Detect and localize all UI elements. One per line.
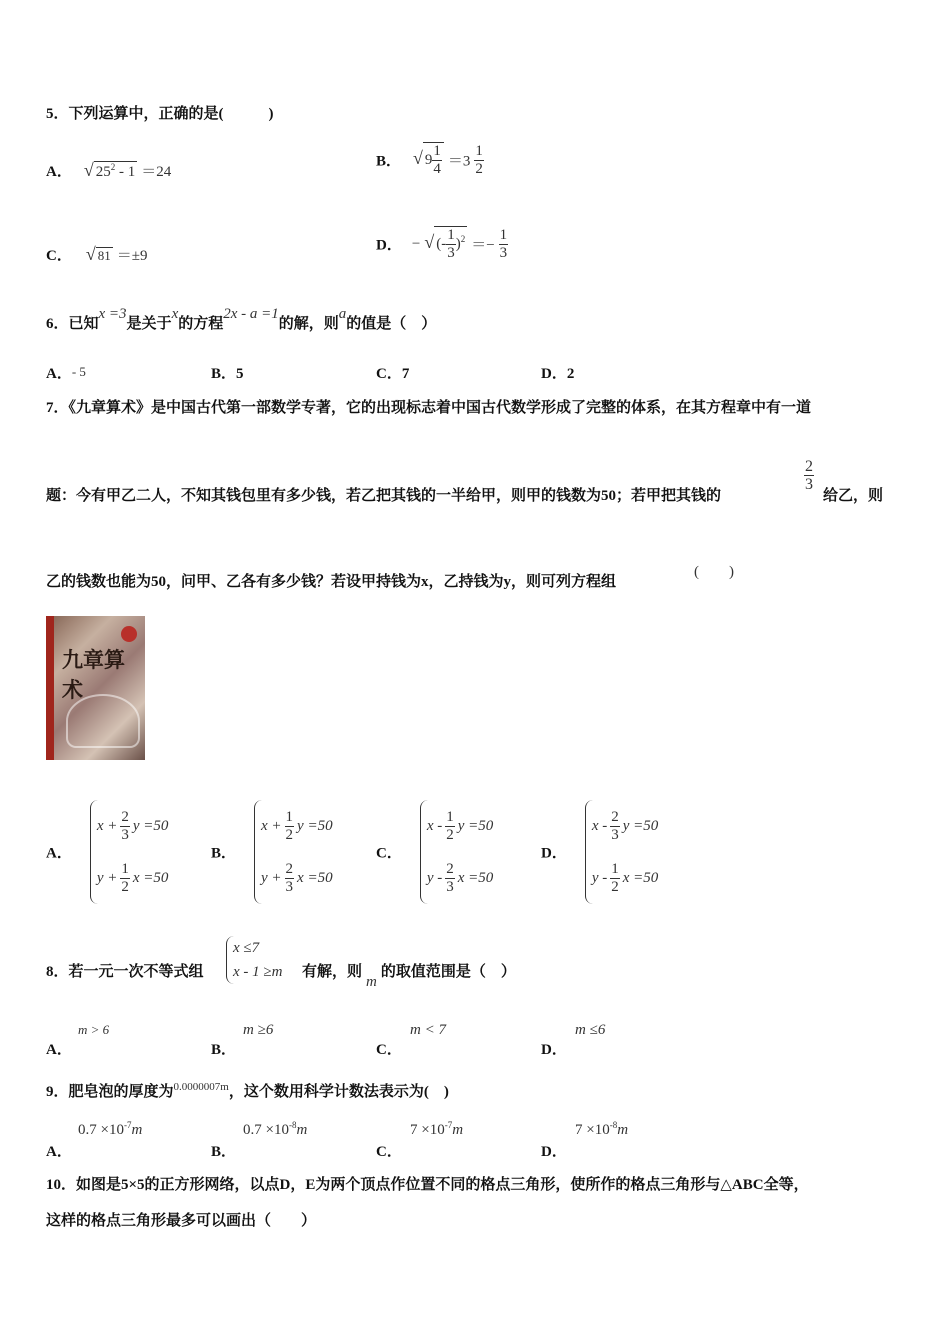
q5-d-close: ) <box>455 235 461 252</box>
q8-p3: 的取值范围是（ ） <box>380 964 516 980</box>
q7-line3: 乙的钱数也能为50，问甲、乙各有多少钱？若设甲持钱为x，乙持钱为y，则可列方程组 <box>46 574 617 590</box>
math-part: y =50 <box>297 818 333 834</box>
q9-option-d <box>541 1114 629 1163</box>
q6-b-value: 5 <box>236 366 244 382</box>
q9-d-label: D． <box>541 1144 567 1160</box>
q8-p1: 8．若一元一次不等式组 <box>46 964 204 980</box>
q9-a-label: A． <box>46 1144 72 1160</box>
q9-option-a <box>46 1114 143 1163</box>
q5-d-label: D． <box>376 237 402 254</box>
math-part: y + <box>261 870 282 886</box>
q8-a-value: m > 6 <box>78 1022 110 1037</box>
math-part: 1 <box>121 861 129 878</box>
q6-p3: 的方程 <box>178 316 224 332</box>
math-part: 2 <box>611 879 619 896</box>
q7-frac-den: 3 <box>805 476 813 493</box>
q7-option-b <box>211 800 333 904</box>
q6-m4: a <box>338 306 347 322</box>
math-part: x =50 <box>297 870 333 886</box>
q6-p1: 6．已知 <box>46 316 99 332</box>
q8-c-value: m < 7 <box>410 1022 446 1038</box>
math-part: y =50 <box>457 818 494 834</box>
q5-option-c: C． √ 81 ＝±9 <box>46 244 148 264</box>
q5-c-radicand: 81 <box>97 248 111 263</box>
math-part: m <box>617 1122 629 1138</box>
math-part: 0.7 ×10 <box>243 1122 289 1138</box>
q8-system <box>226 936 282 984</box>
q9-option-b <box>211 1114 308 1163</box>
math-part: 2 <box>285 827 294 844</box>
math-part: y - <box>426 870 443 886</box>
math-part: x - <box>591 818 608 834</box>
q9-p2: ，这个数用科学计数法表示为( ) <box>228 1084 449 1100</box>
q5-b-rnum: 1 <box>475 142 483 159</box>
q5-b-num: 1 <box>433 143 441 159</box>
q5-d-open: (- <box>436 235 447 252</box>
math-part: 2 <box>121 879 129 896</box>
q9-value: 0.0000007m <box>173 1081 229 1093</box>
math-part: 1 <box>285 809 294 826</box>
q6-p4: 的解，则 <box>278 316 339 332</box>
q6-d-value: 2 <box>566 366 575 382</box>
math-part: x + <box>261 818 282 834</box>
q8-b-label: B． <box>211 1042 237 1058</box>
math-part: x =50 <box>622 870 659 886</box>
q9-option-c <box>376 1114 464 1163</box>
math-part: m <box>452 1122 464 1138</box>
q7-answer-paren: ( ) <box>694 564 734 580</box>
q6-p5: 的值是（ ） <box>346 316 437 332</box>
q5-a-result: ＝24 <box>141 164 172 180</box>
math-part: 1 <box>611 861 619 878</box>
q8-a-label: A． <box>46 1042 72 1058</box>
q8-option-b <box>211 1020 274 1060</box>
q7-line2 <box>46 484 721 505</box>
math-part: x + <box>96 818 118 834</box>
q8-p2-text: 有解，则 <box>302 964 363 980</box>
q7-line1: 7．《九章算术》是中国古代第一部数学专著，它的出现标志着中国古代数学形成了完整的体系，在其方程章中有一道 <box>46 400 812 416</box>
q6-option-c <box>376 362 409 383</box>
math-part: y =50 <box>622 818 659 834</box>
math-part: -7 <box>123 1120 132 1130</box>
q8-d-value: m ≤6 <box>575 1022 606 1038</box>
q9-stem <box>46 1080 449 1101</box>
q5-d-num: 1 <box>447 227 455 243</box>
q7-c-label: C． <box>376 845 402 862</box>
q5-d-den: 3 <box>447 245 455 261</box>
math-part: y + <box>96 870 118 886</box>
math-part: -7 <box>444 1120 453 1130</box>
q7-d-label: D． <box>541 845 567 862</box>
math-part: 2 <box>446 827 454 844</box>
q8-b-value: m ≥6 <box>243 1022 274 1038</box>
q7-line2a: 题：今有甲乙二人，不知其钱包里有多少钱，若乙把其钱的一半给甲，则甲的钱数为50；若甲把其钱的 <box>46 488 722 504</box>
q7-frac-num: 2 <box>805 458 813 475</box>
math-part: x =50 <box>132 870 169 886</box>
book-decoration <box>66 694 140 748</box>
q6-option-b <box>211 362 244 383</box>
q5-option-a: A． √ $25^2 - 1 =24$ <box>46 160 172 180</box>
q9-b-label: B． <box>211 1144 237 1160</box>
q5-b-whole: 9 <box>424 151 433 168</box>
math-part: 3 <box>446 879 454 896</box>
math-part: -8 <box>288 1120 297 1130</box>
q5-option-d: D． − √ (- $\frac{1}{3}$ )$^2$ ＝− $\frac{1}{3}$ <box>376 226 508 261</box>
q5-a-tail: - 1 <box>115 164 136 180</box>
book-cover-image <box>46 616 145 760</box>
q6-a-value: - 5 <box>71 364 86 379</box>
q9-c-label: C． <box>376 1144 402 1160</box>
math-part: 2 <box>121 809 129 826</box>
q6-c-label: C． <box>376 366 402 382</box>
q5-d-neg: − <box>411 235 421 252</box>
math-part: x =50 <box>457 870 494 886</box>
q5-d-rnum: 1 <box>499 226 508 243</box>
math-part: x - <box>426 818 443 834</box>
math-part: -8 <box>609 1120 618 1130</box>
q8-option-a <box>46 1020 110 1060</box>
book-seal <box>121 626 137 642</box>
q6-p2: 是关于 <box>126 316 172 332</box>
q5-d-eq: ＝− <box>471 237 495 254</box>
q10-line1: 10．如图是5×5的正方形网络，以点D，E为两个顶点作位置不同的格点三角形，使所作的格点三角形与△ABC全等， <box>46 1177 809 1193</box>
q5-a-label: A． <box>46 164 72 180</box>
q6-m1: x =3 <box>98 306 127 322</box>
math-part: 2 <box>285 861 294 878</box>
math-part: 0.7 ×10 <box>78 1122 124 1138</box>
q5-b-rden: 2 <box>475 160 483 177</box>
q6-m3: 2x - a =1 <box>223 306 279 322</box>
q8-p2 <box>302 960 516 990</box>
q7-a-label: A． <box>46 845 72 862</box>
q7-b-label: B． <box>211 845 237 862</box>
q10-line2: 这样的格点三角形最多可以画出（ ） <box>46 1213 317 1229</box>
math-part: 3 <box>611 827 619 844</box>
q8-option-c <box>376 1020 446 1060</box>
q5-stem: 5．下列运算中，正确的是( ) <box>46 106 274 122</box>
book-title: 九章算术 <box>62 648 125 702</box>
q6-m2: x <box>171 306 179 322</box>
q7-line2b: 给乙，则 <box>823 488 884 504</box>
q6-option-a <box>46 362 86 383</box>
q6-option-d <box>541 362 574 383</box>
q6-d-label: D． <box>541 366 567 382</box>
q8-d-label: D． <box>541 1042 567 1058</box>
q5-b-eq: ＝3 <box>447 153 471 170</box>
q5-option-b: B． √ 9 $\frac{1}{4}$ ＝3 $\frac{1}{2}$ <box>376 142 483 177</box>
q7-option-d <box>541 800 658 904</box>
q7-fraction <box>804 458 814 493</box>
q5-d-rden: 3 <box>499 244 508 261</box>
math-part: 2 <box>446 861 454 878</box>
math-part: 3 <box>285 879 294 896</box>
q8-sys2: x - 1 ≥m <box>233 964 283 980</box>
q8-option-d <box>541 1020 606 1060</box>
q7-option-c <box>376 800 493 904</box>
q5-a-radicand: 25 <box>95 164 111 180</box>
math-part: 7 ×10 <box>575 1122 610 1138</box>
q7-option-a <box>46 800 168 904</box>
q6-a-label: A． <box>46 366 72 382</box>
q5-c-result: ＝±9 <box>116 248 148 264</box>
math-part: y - <box>591 870 608 886</box>
q5-c-label: C． <box>46 248 72 264</box>
math-part: m <box>131 1122 143 1138</box>
q9-p1: 9．肥皂泡的厚度为 <box>46 1084 174 1100</box>
q6-stem <box>46 306 436 342</box>
math-part: 1 <box>446 809 454 826</box>
q8-sys1: x ≤7 <box>233 940 260 956</box>
q8-c-label: C． <box>376 1042 402 1058</box>
math-part: y =50 <box>132 818 169 834</box>
q5-b-den: 4 <box>433 161 441 177</box>
math-part: 2 <box>611 809 619 826</box>
q6-b-label: B． <box>211 366 237 382</box>
math-part: 3 <box>121 827 129 844</box>
math-part: m <box>296 1122 308 1138</box>
q8-m: m <box>366 974 377 990</box>
q5-b-label: B． <box>376 153 402 170</box>
q6-c-value: 7 <box>401 366 410 382</box>
math-part: 7 ×10 <box>410 1122 445 1138</box>
